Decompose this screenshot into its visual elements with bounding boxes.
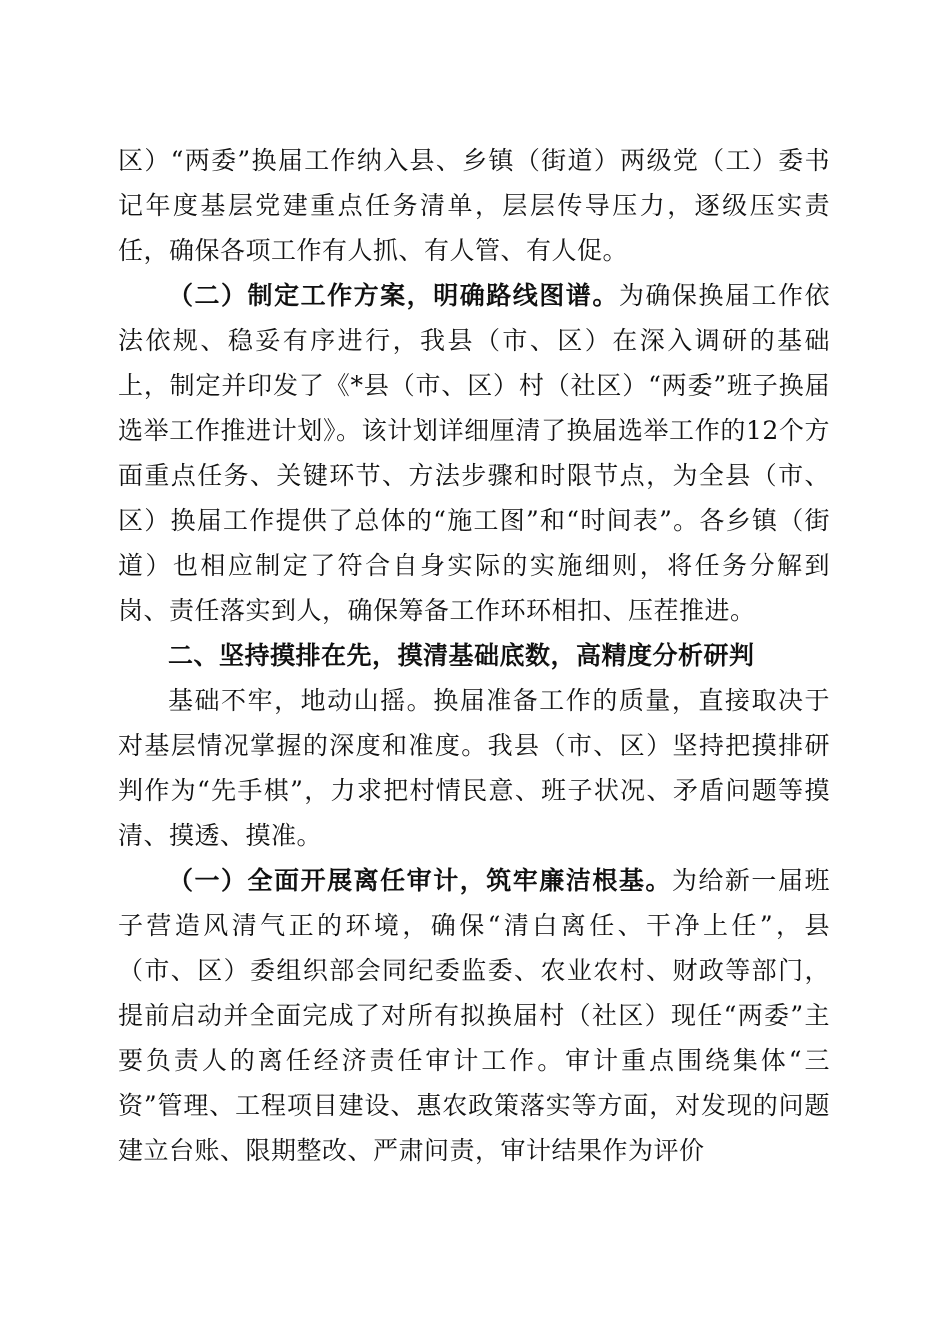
section-heading: 二、坚持摸排在先，摸清基础底数，高精度分析研判	[168, 641, 755, 670]
paragraph-lead: （二）制定工作方案，明确路线图谱。	[168, 281, 619, 310]
paragraph-audit	[118, 858, 830, 1173]
paragraph-lead: （一）全面开展离任审计，筑牢廉洁根基。	[168, 866, 672, 895]
paragraph-work-plan	[118, 273, 830, 633]
paragraph-text: 基础不牢，地动山摇。换届准备工作的质量，直接取决于对基层情况掌握的深度和准度。我县（市、区）坚持把摸排研判作为“先手棋”，力求把村情民意、班子状况、矛盾问题等摸清、摸透、摸准。	[118, 686, 830, 850]
paragraph-text: 为确保换届工作依法依规、稳妥有序进行，我县（市、区）在深入调研的基础上，制定并印发了《*县（市、区）村（社区）“两委”班子换届选举工作推进计划》。该计划详细厘清了换届选举工作的12个方面重点任务、关键环节、方法步骤和时限节点，为全县（市、区）换届工作提供了总体的“施工图”和“时间表”。各乡镇（街道）也相应制定了符合自身实际的实施细则，将任务分解到岗、责任落实到人，确保筹备工作环环相扣、压茬推进。	[118, 281, 830, 625]
paragraph-text: 区）“两委”换届工作纳入县、乡镇（街道）两级党（工）委书记年度基层党建重点任务清单，层层传导压力，逐级压实责任，确保各项工作有人抓、有人管、有人促。	[118, 146, 830, 265]
paragraph-text: 为给新一届班子营造风清气正的环境，确保“清白离任、干净上任”，县（市、区）委组织部会同纪委监委、农业农村、财政等部门，提前启动并全面完成了对所有拟换届村（社区）现任“两委”主要负责人的离任经济责任审计工作。审计重点围绕集体“三资”管理、工程项目建设、惠农政策落实等方面，对发现的问题建立台账、限期整改、严肃问责，审计结果作为评价	[118, 866, 830, 1165]
document-body	[118, 138, 830, 1173]
paragraph-foundation	[118, 678, 830, 858]
paragraph-continuation	[118, 138, 830, 273]
